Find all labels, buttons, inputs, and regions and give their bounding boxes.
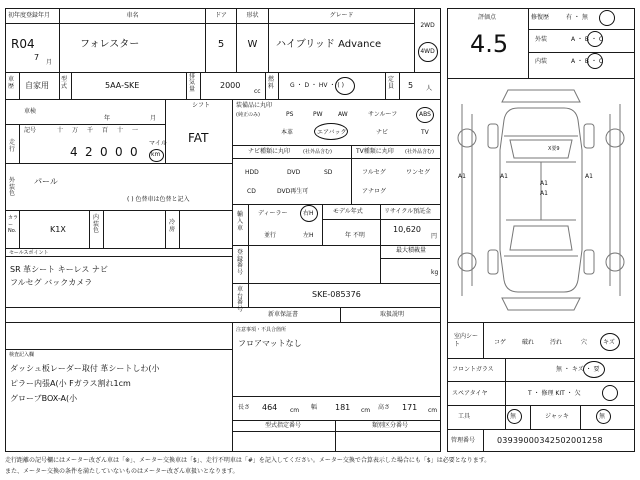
equipment-label: 装備品に丸印 [236, 102, 273, 109]
displacement-label: 排気量 [189, 73, 196, 93]
equipment-item: ナビ [376, 129, 389, 136]
damage-mark: A1 [540, 180, 548, 187]
drive-2wd: 2WD [420, 22, 435, 29]
aircon-label: 冷房 [169, 219, 176, 233]
exterior-options: A ・ B ・ C [571, 36, 604, 43]
fuel-options: G ・ D ・ HV ・ ( ) [290, 82, 344, 89]
unit-mile: マイル [149, 140, 167, 147]
unit-header: 千 [87, 127, 94, 134]
capacity-label: 定員 [388, 76, 395, 90]
front-glass-options: 無 ・ キズ ・ 要 [556, 366, 600, 373]
shift: FAT [188, 131, 209, 145]
chassis-number: SKE-085376 [312, 290, 361, 299]
navi-item: DVD再生可 [277, 188, 309, 195]
fuel-label: 燃料 [268, 76, 275, 90]
navi-sub: (社外品含む) [303, 149, 332, 155]
exterior-b-circle [587, 31, 603, 47]
seat-label: 室内シート [454, 333, 479, 348]
seat-option: 穴 [581, 339, 588, 346]
capacity: 5 [408, 81, 414, 90]
inspector-label: 検査記入欄 [9, 352, 35, 358]
height-value: 171 [402, 403, 418, 412]
type-label: 型式 [61, 76, 68, 90]
recycle-amount: 10,620 [393, 225, 421, 234]
damage-mark: A1 [540, 190, 548, 197]
navi-item: SD [324, 169, 333, 176]
manual-label: 取扱説明 [380, 311, 405, 318]
recycle-label: リサイクル預託金 [384, 208, 432, 215]
score-label: 評価点 [478, 14, 497, 21]
first-reg-month-unit: 月 [46, 59, 53, 66]
inspection-year-label: 年 [104, 115, 111, 122]
first-reg-year: R04 [11, 37, 35, 51]
footer-line: また、メーター交換の条件を満たしていないものはメーター改ざん車扱いとなります。 [5, 468, 239, 475]
seat-option: キズ [603, 339, 615, 346]
sales-point: SR 革シート キーレス ナビ [10, 265, 108, 274]
tools-options: 無 [510, 413, 517, 420]
sales-point: フルセグ バックカメラ [10, 278, 93, 287]
manage-number: 0393900034250200125​8 [497, 436, 603, 445]
front-glass-label: フロントガラス [452, 366, 494, 373]
seat-option: 破れ [522, 339, 535, 346]
unit-header: 万 [72, 127, 79, 134]
length-label: 長さ [238, 404, 251, 411]
first-reg-month: 7 [34, 53, 40, 62]
tv-sub: (社外品含む) [405, 149, 434, 155]
car-name-label: 車名 [126, 12, 139, 19]
shape-label: 形状 [246, 12, 259, 19]
max-load-label: 最大積載量 [396, 247, 427, 254]
drive-4wd: 4WD [420, 48, 435, 55]
doors-label: ドア [215, 12, 227, 19]
category: 自家用 [25, 81, 49, 90]
doors: 5 [217, 39, 225, 50]
mileage-label: 走行 [9, 139, 16, 153]
import-parallel: 並行 [264, 232, 277, 239]
height-label: 高さ [378, 404, 391, 411]
import-label: 輸入車 [237, 211, 244, 232]
mileage-digit: 0 [130, 145, 138, 159]
interior-label: 内装 [535, 58, 548, 65]
score: 4.5 [470, 30, 509, 58]
navi-header: ナビ種類に丸印 [248, 148, 291, 155]
repair-none-circle [599, 10, 615, 26]
damage-mark: A1 [458, 173, 466, 180]
equipment-item: TV [421, 129, 429, 136]
exterior-label: 外装 [535, 36, 548, 43]
inspector-line: ピラー内張A(小 Fガラス割れ1cm [10, 379, 131, 388]
seat-option: 汚れ [550, 339, 563, 346]
jack-options: 無 [599, 413, 606, 420]
unit-km: km [151, 151, 161, 158]
inspection-month-label: 月 [150, 115, 157, 122]
interior-b-circle [587, 53, 603, 69]
inspection-label: 車検 [24, 108, 37, 115]
mileage-digit: 0 [100, 145, 108, 159]
type: 5AA-SKE [105, 81, 140, 90]
color-code-label: カラーNo. [8, 215, 19, 234]
navi-item: DVD [287, 169, 301, 176]
color-note: ( ) 色替車は色替と記入 [127, 196, 190, 203]
recycle-unit: 円 [431, 233, 438, 240]
type-number-label: 型式指定番号 [265, 422, 302, 429]
length-value: 464 [262, 403, 278, 412]
navi-item: CD [247, 188, 256, 195]
equipment-item: PW [313, 111, 323, 118]
shift-label: シフト [192, 102, 211, 109]
displacement: 2000 [220, 81, 241, 90]
fuel-hv-circle [335, 77, 355, 95]
mileage-digit: 0 [115, 145, 123, 159]
length-unit: cm [290, 407, 300, 414]
color-code: K1X [50, 225, 66, 234]
chassis-label: 車台番号 [237, 286, 244, 313]
interior-options: A ・ B ・ C [571, 58, 604, 65]
equipment-item: 本革 [281, 129, 294, 136]
capacity-unit: 人 [426, 85, 433, 92]
tv-item: フルセグ [362, 169, 386, 176]
grade: ハイブリッド Advance [276, 39, 382, 50]
equipment-item: ABS [419, 111, 431, 118]
unit-header: 十 [57, 127, 64, 134]
equipment-sub-label: (純正のみ) [236, 112, 260, 118]
unit-header: 百 [102, 127, 109, 134]
exterior-color: パール [34, 177, 58, 186]
front-glass-scratch-circle [583, 361, 605, 378]
height-unit: cm [428, 407, 438, 414]
width-value: 181 [335, 403, 351, 412]
import-left: 左H [303, 232, 314, 239]
record-label: 記号 [24, 127, 37, 134]
import-right: 右H [303, 210, 314, 217]
import-dealer: ディーラー [258, 210, 288, 217]
notes-text: フロアマットなし [238, 339, 302, 348]
damage-mark: A1 [500, 173, 508, 180]
jack-label: ジャッキ [545, 413, 569, 420]
spare-missing-circle [602, 385, 618, 401]
tv-item: ワンセグ [406, 169, 431, 176]
width-unit: cm [361, 407, 371, 414]
sales-points-label: セールスポイント [9, 250, 49, 256]
repair-label: 修復歴 [531, 14, 550, 21]
unit-header: 十 [117, 127, 124, 134]
warranty-label: 新車保証書 [268, 311, 299, 318]
model-year-label: モデル年式 [333, 208, 363, 215]
mileage-digit: 2 [85, 145, 93, 159]
inspector-line: グローブBOX-A(小 [10, 394, 78, 403]
tv-header: TV種類に丸印 [356, 148, 394, 155]
car-diagram [448, 80, 634, 320]
tv-item: アナログ [362, 188, 387, 195]
spare-label: スペアタイヤ [452, 390, 488, 397]
repair-options: 有 ・ 無 [566, 14, 588, 21]
damage-mark: X要9 [548, 146, 560, 152]
inspector-line: ダッシュ板レーダー取付 革シートしわ(小 [10, 364, 160, 373]
width-label: 幅 [311, 404, 318, 411]
unit-header: 一 [132, 127, 139, 134]
interior-color-label: 内装色 [93, 214, 100, 235]
grade-label: グレード [329, 12, 354, 19]
max-load-unit: kg [431, 269, 439, 276]
damage-mark: A1 [585, 173, 593, 180]
footer-line: 走行距離の記号欄にはメーター改ざん車は「※」、メーター交換車は「$」、走行不明車は「#」を記入してください。メーター交換で合算表示した場合にも「$」は必要となります。 [5, 457, 491, 464]
notes-label: 注意事項・不具合箇所 [236, 327, 287, 333]
mileage-digit: 4 [70, 145, 78, 159]
shape: W [247, 39, 258, 50]
equipment-item: サンルーフ [368, 111, 398, 118]
spare-options: T ・ 修理 KIT ・ 欠 [528, 390, 581, 397]
model-year-value: 年 不明 [345, 232, 365, 239]
displacement-unit: cc [254, 88, 261, 95]
equipment-item: AW [338, 111, 348, 118]
navi-item: HDD [245, 169, 259, 176]
exterior-color-label: 外装色 [9, 177, 16, 198]
category-label: 車歴 [8, 76, 15, 90]
manage-number-label: 管理番号 [451, 437, 476, 444]
first-reg-label: 初年度登録年月 [8, 12, 51, 19]
tools-label: 工具 [458, 413, 471, 420]
class-number-label: 類別区分番号 [372, 422, 409, 429]
equipment-item: PS [286, 111, 294, 118]
equipment-item: エアバック [317, 129, 347, 136]
car-name: フォレスター [80, 39, 140, 50]
reg-number-label: 登録番号 [237, 249, 244, 276]
seat-option: コゲ [494, 339, 507, 346]
